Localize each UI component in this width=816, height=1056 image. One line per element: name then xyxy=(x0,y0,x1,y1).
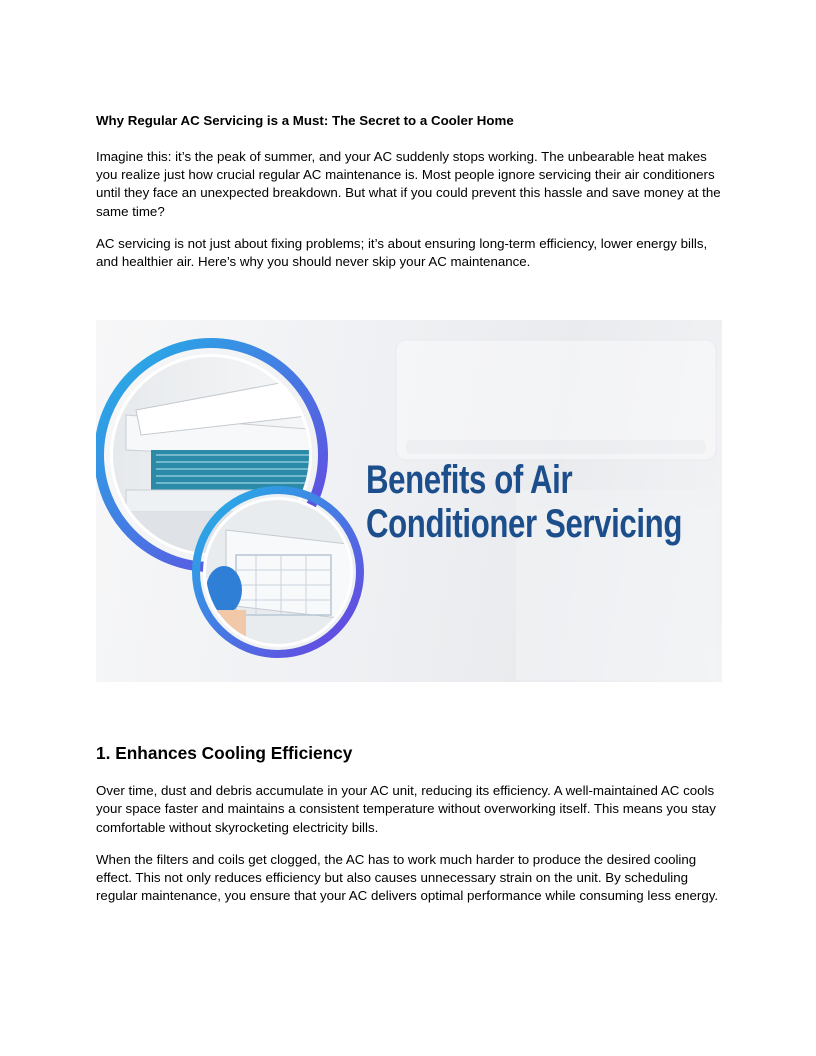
section-paragraph-1: Over time, dust and debris accumulate in your AC unit, reducing its efficiency. A well-maintained AC cools your space faster and maintains a consistent temperature without overworking itself. This means you stay comfortable without skyrocketing electricity bills. xyxy=(96,783,716,835)
hero-image xyxy=(96,320,722,682)
hero-headline-line-2: Conditioner Servicing xyxy=(366,502,682,547)
document-title: Why Regular AC Servicing is a Must: The Secret to a Cooler Home xyxy=(96,113,514,128)
hero-headline-line-1: Benefits of Air xyxy=(366,458,573,503)
document-body xyxy=(96,112,722,919)
intro-paragraph-1: Imagine this: it’s the peak of summer, and your AC suddenly stops working. The unbearable heat makes you realize just how crucial regular AC maintenance is. Most people ignore servicing their air conditioners until they face an unexpected breakdown. But what if you could prevent this hassle and save money at the same time? xyxy=(96,149,721,219)
intro-paragraph-2: AC servicing is not just about fixing problems; it’s about ensuring long-term efficiency, lower energy bills, and healthier air. Here’s why you should never skip your AC maintenance. xyxy=(96,235,708,270)
section-heading: 1. Enhances Cooling Efficiency xyxy=(96,743,353,764)
section-paragraph-2: When the filters and coils get clogged, the AC has to work much harder to produce the desired cooling effect. This not only reduces efficiency but also causes unnecessary strain on the unit. By scheduling regular maintenance, you ensure that your AC delivers optimal performance while consuming less energy. xyxy=(96,851,719,904)
hero-headline xyxy=(366,458,682,547)
